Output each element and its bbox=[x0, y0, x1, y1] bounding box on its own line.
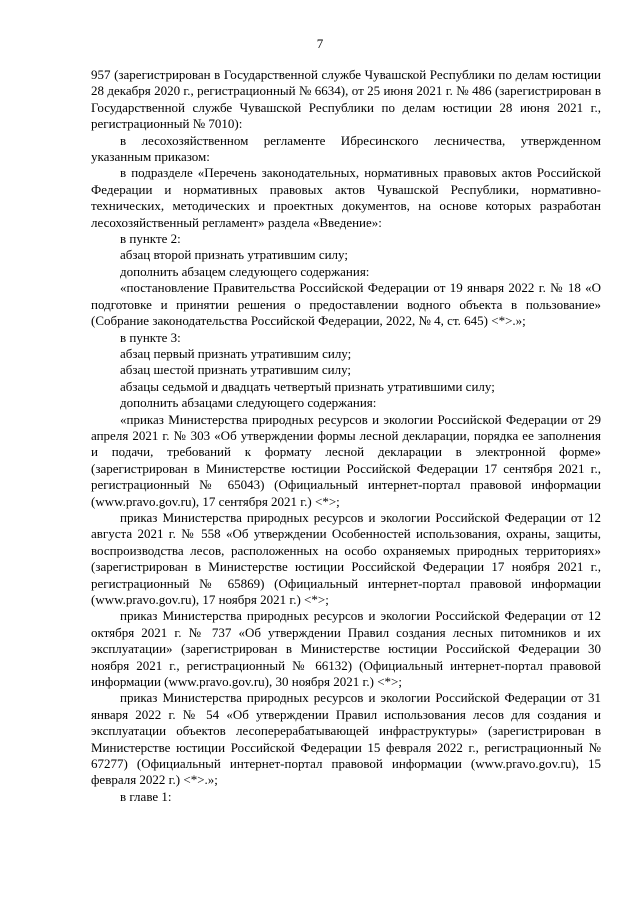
paragraph: абзацы седьмой и двадцать четвертый признать утратившими силу; bbox=[120, 378, 495, 394]
paragraph: приказ Министерства природных ресурсов и экологии Российской Федерации от 31 января 2022 г. № 54 «Об утверждении Правил использования лесов для создания и эксплуатации объектов лесоперерабатывающей инфраструктуры» (зарегистрирован в Министерстве юстиции Российской Федерации 15 февраля 2022 г., регистрационный № 67277) (Официальный интернет-портал правовой информации (www.pravo.gov.ru), 15 февраля 2022 г.) <*>.»; bbox=[91, 690, 601, 788]
paragraph: 957 (зарегистрирован в Государственной службе Чувашской Республики по делам юстиции 28 декабря 2020 г., регистрационный № 6634), от 25 июня 2021 г. № 486 (зарегистрирован в Государственной службе Чувашской Республики по делам юстиции 28 июня 2021 г., регистрационный № 7010): bbox=[91, 67, 601, 132]
paragraph: дополнить абзацем следующего содержания: bbox=[120, 263, 370, 279]
paragraph: абзац шестой признать утратившим силу; bbox=[120, 362, 352, 378]
paragraph: в лесохозяйственном регламенте Ибресинского лесничества, утвержденном указанным приказом: bbox=[91, 132, 601, 165]
paragraph: в подразделе «Перечень законодательных, нормативных правовых актов Российской Федерации и нормативных правовых актов Чувашской Республики, нормативно-технических, методических и проектных документов, на основе которых разработан лесохозяйственный регламент» раздела «Введение»: bbox=[91, 165, 601, 230]
paragraph: абзац второй признать утратившим силу; bbox=[120, 247, 348, 263]
paragraph: «приказ Министерства природных ресурсов и экологии Российской Федерации от 29 апреля 2021 г. № 303 «Об утверждении формы лесной декларации, порядка ее заполнения и подачи, требований к формату лесной декларации в электронной форме» (зарегистрирован в Министерстве юстиции Российской Федерации 17 сентября 2021 г., регистрационный № 65043) (Официальный интернет-портал правовой информации (www.pravo.gov.ru), 17 сентября 2021 г.) <*>; bbox=[91, 411, 601, 509]
paragraph: приказ Министерства природных ресурсов и экологии Российской Федерации от 12 октября 2021 г. № 737 «Об утверждении Правил создания лесных питомников и их эксплуатации» (зарегистрирован в Министерстве юстиции Российской Федерации 30 ноября 2021 г., регистрационный № 66132) (Официальный интернет-портал правовой информации (www.pravo.gov.ru), 30 ноября 2021 г.) <*>; bbox=[91, 608, 601, 690]
page-number: 7 bbox=[316, 36, 324, 51]
paragraph: в пункте 2: bbox=[120, 231, 181, 247]
document-body bbox=[91, 67, 601, 805]
paragraph: в главе 1: bbox=[120, 788, 172, 804]
paragraph: приказ Министерства природных ресурсов и экологии Российской Федерации от 12 августа 2021 г. № 558 «Об утверждении Особенностей использования, охраны, защиты, воспроизводства лесов, расположенных на особо охраняемых природных территориях» (зарегистрирован в Министерстве юстиции Российской Федерации 17 ноября 2021 г., регистрационный № 65869) (Официальный интернет-портал правовой информации (www.pravo.gov.ru), 17 ноября 2021 г.) <*>; bbox=[91, 509, 601, 607]
paragraph: дополнить абзацами следующего содержания: bbox=[120, 395, 377, 411]
paragraph: в пункте 3: bbox=[120, 329, 181, 345]
paragraph: «постановление Правительства Российской Федерации от 19 января 2022 г. № 18 «О подготовке и принятии решения о предоставлении водного объекта в пользование» (Собрание законодательства Российской Федерации, 2022, № 4, ст. 645) <*>.»; bbox=[91, 280, 601, 329]
paragraph: абзац первый признать утратившим силу; bbox=[120, 345, 352, 361]
